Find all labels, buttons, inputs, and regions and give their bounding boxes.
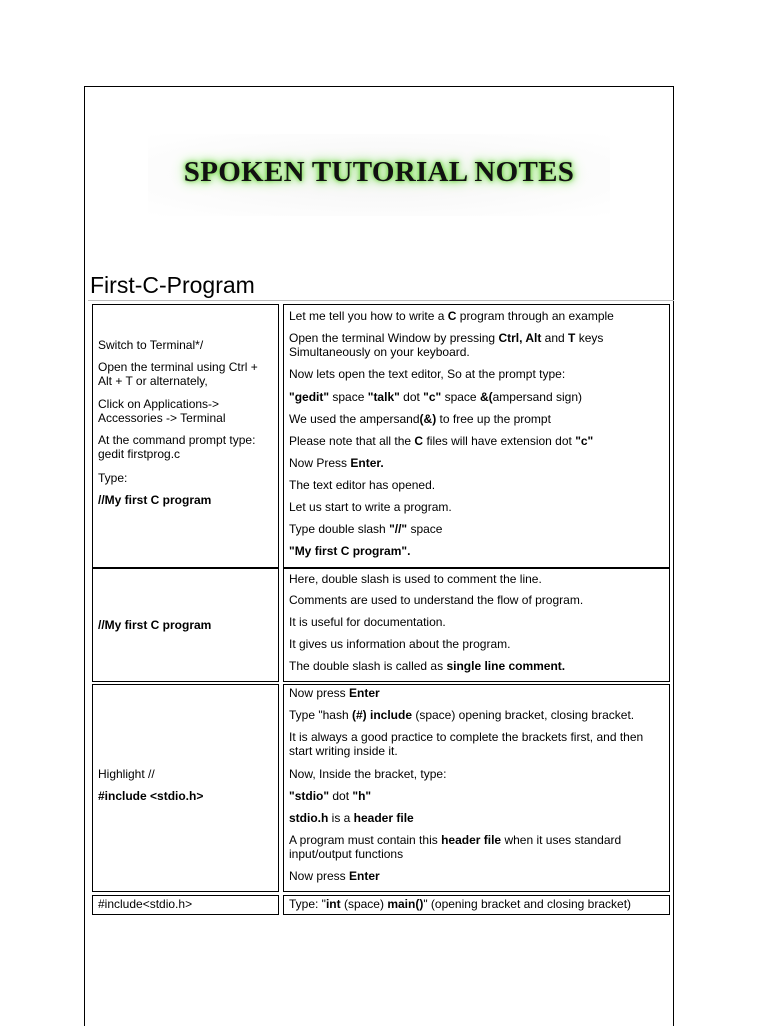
narration-cell (92, 304, 279, 568)
narration-text-cell (283, 568, 670, 682)
cue-cell (92, 568, 279, 682)
cue-line: Switch to Terminal*/ (98, 338, 204, 352)
narration-line: Let us start to write a program. (289, 500, 452, 514)
narration-line: The double slash is called as single line comment. (289, 659, 566, 673)
narration-line: Let me tell you how to write a C program through an example (289, 309, 614, 323)
narration-line: "My first C program". (289, 544, 411, 558)
cue-line: Click on Applications-> Accessories -> Terminal (98, 397, 226, 425)
narration-line: Now, Inside the bracket, type: (289, 767, 447, 781)
cue-cell (92, 895, 279, 915)
narration-line: Type "hash (#) include (space) opening bracket, closing bracket. (289, 708, 635, 722)
banner-image (148, 134, 610, 216)
cue-line: At the command prompt type: gedit firstprog.c (98, 433, 256, 461)
narration-line: Now press Enter (289, 686, 380, 700)
page-title: First-C-Program (90, 272, 255, 298)
narration-line: The text editor has opened. (289, 478, 436, 492)
narration-line: Please note that all the C files will have extension dot "c" (289, 434, 594, 448)
cue-line: //My first C program (98, 618, 212, 632)
cue-line: #include <stdio.h> (98, 789, 204, 803)
narration-line: Now lets open the text editor, So at the prompt type: (289, 367, 566, 381)
cue-line: Open the terminal using Ctrl + Alt + T or alternately, (98, 360, 258, 388)
narration-text-cell (283, 304, 670, 568)
narration-text-cell (283, 895, 670, 915)
narration-line: A program must contain this header file when it uses standard input/output functions (289, 833, 622, 861)
narration-line: We used the ampersand(&) to free up the prompt (289, 412, 551, 426)
cue-line: Type: (98, 471, 128, 485)
narration-line: Open the terminal Window by pressing Ctrl, Alt and T keys Simultaneously on your keyboard. (289, 331, 604, 359)
narration-line: Now press Enter (289, 869, 380, 883)
narration-line: Here, double slash is used to comment the line. (289, 572, 542, 586)
narration-line: It is always a good practice to complete the brackets first, and then start writing inside it. (289, 730, 644, 758)
banner-title: SPOKEN TUTORIAL NOTES (183, 156, 575, 188)
narration-line: Type: "int (space) main()" (opening bracket and closing bracket) (289, 897, 632, 911)
narration-line: stdio.h is a header file (289, 811, 414, 825)
cue-line: Highlight // (98, 767, 155, 781)
narration-line: Now Press Enter. (289, 456, 384, 470)
notes-table (88, 300, 674, 911)
cue-line: //My first C program (98, 493, 212, 507)
narration-line: Type double slash "//" space (289, 522, 443, 536)
narration-line: "gedit" space "talk" dot "c" space &(ampersand sign) (289, 390, 582, 404)
narration-line: "stdio" dot "h" (289, 789, 372, 803)
narration-line: It gives us information about the program. (289, 637, 511, 651)
cue-cell (92, 684, 279, 892)
narration-text-cell (283, 684, 670, 892)
narration-line: Comments are used to understand the flow of program. (289, 593, 584, 607)
cue-line: #include<stdio.h> (98, 897, 193, 911)
narration-line: It is useful for documentation. (289, 615, 446, 629)
